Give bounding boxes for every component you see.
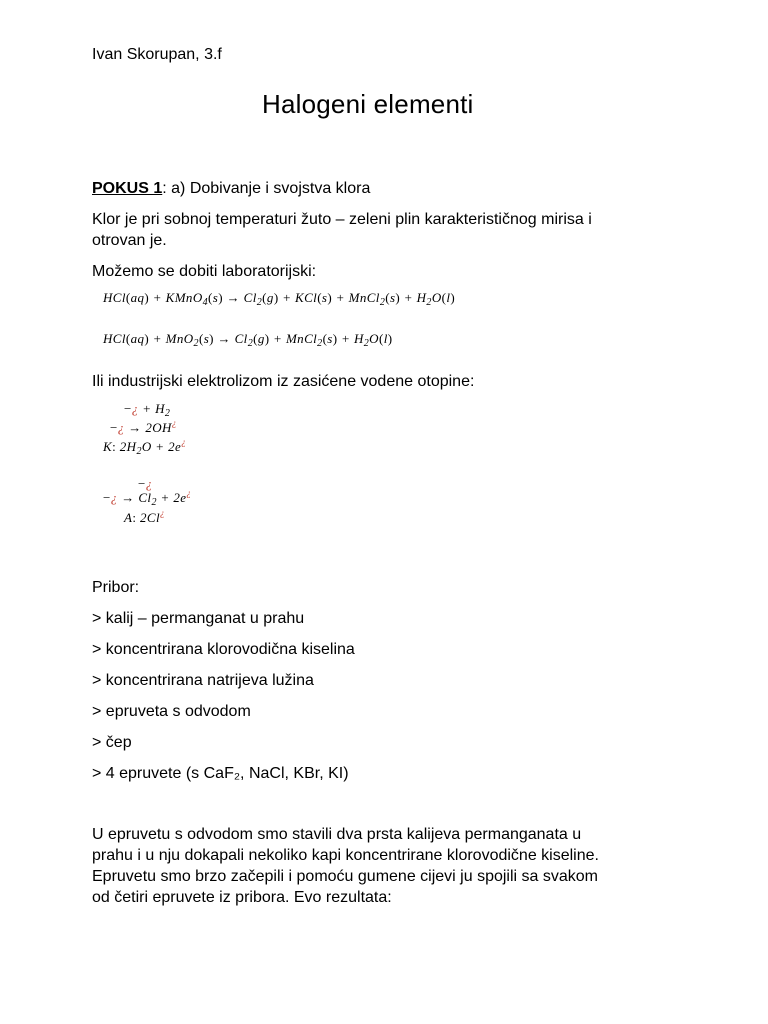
industry-intro: Ili industrijski elektrolizom iz zasićene vodene otopine: (92, 373, 475, 390)
procedure-line3: Epruvetu smo brzo začepili i pomoću gumene cijevi ju spojili sa svakom (92, 868, 598, 885)
pribor-item: > koncentrirana klorovodična kiselina (92, 641, 355, 658)
cathode-line-3: K: $2H_2O + 2e^¿$ (103, 437, 187, 457)
pokus-heading (92, 178, 370, 199)
cathode-line-1: −¿ + $H_2$ (124, 401, 171, 419)
anode-line-3: A: 2Cl¿ (124, 508, 165, 525)
equation-2: $HCl(aq) + MnO_2(s) \to Cl_2(g)$ + MnCl$_2$(s) + $H_2O(l)$ (103, 331, 393, 349)
pribor-item: > koncentrirana natrijeva lužina (92, 672, 314, 689)
pribor-heading: Pribor: (92, 579, 140, 596)
pribor-item: > kalij – permanganat u prahu (92, 610, 305, 627)
pribor-item: > 4 epruvete (s CaF₂, NaCl, KBr, KI) (92, 765, 349, 782)
equation-1: HCl(aq) + KMnO$_4$(s) → $Cl_2(g) + KCl(s)$ + MnCl$_2$(s) + $H_2O(l)$ (103, 290, 456, 308)
pribor-item: > epruveta s odvodom (92, 703, 251, 720)
cathode-line-2: −¿ → 2OH¿ (110, 418, 177, 435)
anode-line-1: −¿ (138, 476, 153, 491)
anode-line-2: −¿ → $Cl_2 + 2e^¿$ (103, 488, 192, 508)
procedure-line2: prahu i u nju dokapali nekoliko kapi koncentrirane klorovodične kiseline. (92, 847, 599, 864)
lab-intro: Možemo se dobiti laboratorijski: (92, 263, 317, 280)
procedure-line1: U epruvetu s odvodom smo stavili dva prsta kalijeva permanganata u (92, 826, 582, 843)
pribor-item: > čep (92, 734, 132, 751)
pokus-label: POKUS 1 (92, 180, 163, 197)
author-name: Ivan Skorupan, 3.f (92, 46, 222, 63)
intro-paragraph-line1: Klor je pri sobnoj temperaturi žuto – zeleni plin karakterističnog mirisa i (92, 211, 592, 228)
procedure-line4: od četiri epruvete iz pribora. Evo rezultata: (92, 889, 392, 906)
document-title: Halogeni elementi (262, 89, 474, 119)
pokus-subtitle: : a) Dobivanje i svojstva klora (162, 180, 371, 197)
intro-paragraph-line2: otrovan je. (92, 232, 167, 249)
